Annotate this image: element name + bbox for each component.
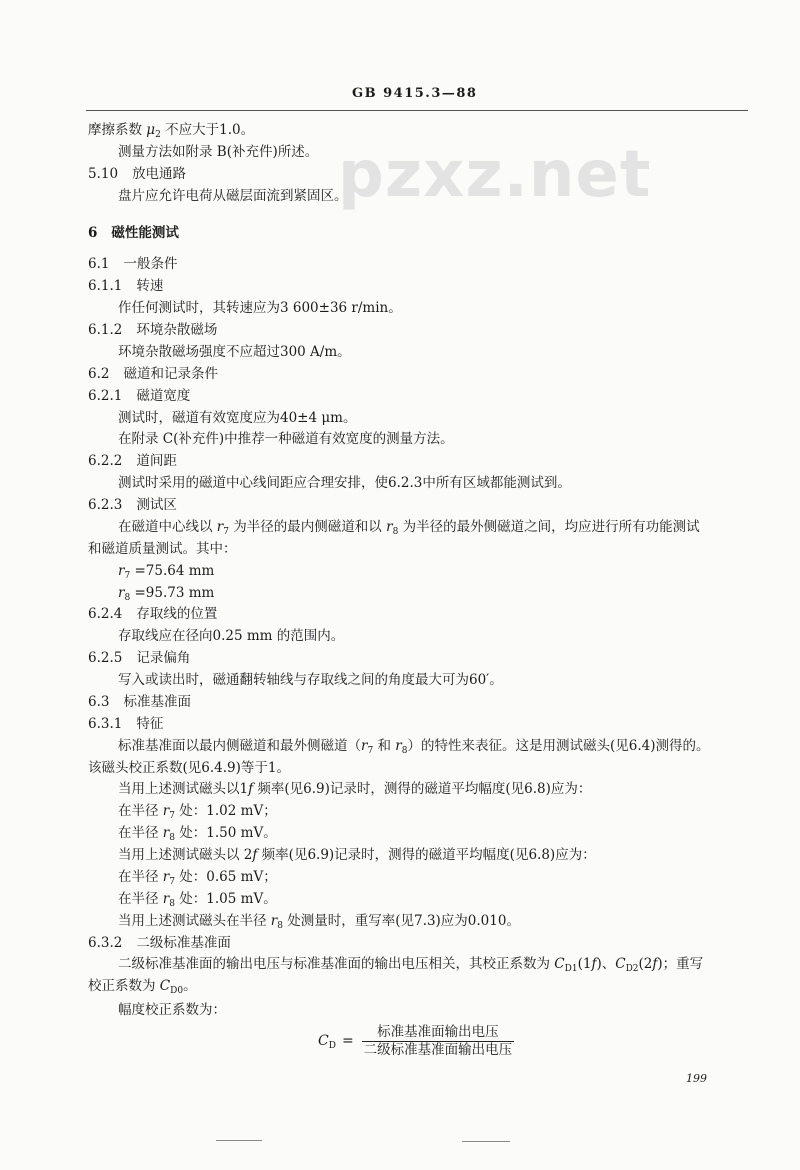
section-title: 测试区: [136, 497, 177, 513]
section-heading-6-3-2: [88, 933, 748, 955]
variable: r: [162, 890, 170, 907]
watermark: pzxz.net: [338, 138, 652, 212]
text-run: 频率(见6.9)记录时，测得的磁道平均幅度(见6.8)应为：: [257, 847, 596, 863]
body-line: 该磁头校正系数(见6.4.9)等于1。: [88, 759, 290, 776]
variable: r: [162, 803, 170, 820]
section-title: 磁道宽度: [136, 387, 191, 404]
text-run: 校正系数为: [88, 978, 160, 995]
subscript: D2: [625, 964, 639, 975]
body-line: 测量方法如附录 B(补充件)所述。: [118, 143, 319, 160]
body-line: [88, 867, 748, 889]
variable: C: [615, 956, 626, 973]
text-run: =75.64 mm: [130, 562, 215, 579]
text-run: 。: [183, 978, 197, 995]
variable: r: [386, 518, 393, 535]
section-title: 存取线的位置: [136, 606, 218, 623]
text-run: 处：0.65 mV；: [175, 868, 277, 885]
text-run: 频率(见6.9)记录时，测得的磁道平均幅度(见6.8)应为：: [253, 781, 592, 798]
subscript: 8: [124, 592, 131, 603]
section-number: 6.3.2: [88, 934, 123, 951]
body-line: 写入或读出时，磁通翻转轴线与存取线之间的角度最大可为60′。: [118, 672, 503, 688]
text-run: 当用上述测试磁头以 2: [118, 847, 253, 863]
variable: C: [554, 956, 565, 973]
section-number: 6.2.3: [88, 497, 123, 513]
text-run: )、: [596, 956, 616, 973]
section-title: 二级标准基准面: [136, 934, 231, 951]
variable: μ: [146, 122, 156, 138]
body-line: 作任何测试时，其转速应为3 600±36 r/min。: [118, 300, 402, 317]
section-number: 5.10: [88, 165, 119, 182]
subscript: 2: [155, 130, 161, 140]
amplitude-correction-formula: [318, 1022, 748, 1060]
variable: f: [248, 781, 254, 798]
section-heading-5-10: [88, 164, 748, 186]
text-run: 处：1.02 mV；: [175, 803, 277, 820]
scan-artifact: [216, 1140, 262, 1141]
body-line-friction: [88, 120, 748, 142]
text-run: 和: [373, 737, 396, 754]
body-line: 测试时，磁道有效宽度应为40±4 μm。: [118, 409, 357, 426]
text-run: 在半径: [118, 803, 163, 820]
section-title: 环境杂散磁场: [136, 322, 218, 338]
variable: r: [395, 737, 402, 754]
variable: f: [652, 956, 658, 973]
radius-r7-value: [88, 561, 748, 583]
text-run: =95.73 mm: [130, 584, 215, 601]
section-heading-6-1: [88, 254, 748, 276]
standard-code: GB 9415.3—88: [352, 86, 478, 101]
section-number: 6.2.4: [88, 606, 123, 623]
text-run: 为半径的最外侧磁道之间，均应进行所有功能测试: [398, 518, 700, 535]
section-heading-6-2-3: [88, 495, 748, 517]
section-title: 记录偏角: [136, 650, 191, 667]
text-run: 在半径: [118, 825, 163, 842]
text-run: (2: [638, 956, 653, 973]
section-title: 放电通路: [132, 165, 187, 182]
subscript: 8: [169, 898, 175, 909]
body-line: [88, 517, 748, 539]
section-number: 6: [88, 224, 98, 241]
text-run: 不应大于1.0。: [160, 122, 255, 138]
subscript: 7: [124, 570, 131, 581]
subscript: D1: [564, 964, 578, 975]
section-heading-6-2-4: [88, 604, 748, 626]
section-number: 6.1.2: [88, 322, 123, 338]
body-line: [88, 801, 748, 823]
subscript: 8: [169, 833, 175, 844]
body-line: [88, 779, 748, 801]
section-heading-6: [88, 223, 748, 245]
subscript: D: [328, 1041, 336, 1051]
variable: f: [591, 956, 597, 973]
subscript: 8: [277, 920, 283, 931]
text-run: 在半径: [118, 890, 163, 907]
section-heading-6-3: [88, 692, 748, 714]
section-title: 转速: [136, 278, 164, 295]
body-line: [88, 845, 748, 867]
section-title: 一般条件: [123, 256, 178, 273]
subscript: 8: [392, 526, 399, 537]
section-number: 6.2: [88, 365, 110, 382]
header-rule: [86, 110, 748, 111]
variable: C: [318, 1033, 329, 1049]
section-heading-6-1-2: [88, 320, 748, 342]
section-heading-6-2: [88, 364, 748, 386]
variable: C: [159, 978, 171, 995]
section-title: 标准基准面: [123, 693, 191, 710]
section-number: 6.2.5: [88, 650, 123, 667]
body-line: 在附录 C(补充件)中推荐一种磁道有效宽度的测量方法。: [118, 431, 454, 448]
section-title: 特征: [136, 715, 164, 732]
body-line: 环境杂散磁场强度不应超过300 A/m。: [118, 343, 351, 360]
variable: r: [162, 825, 170, 842]
text-run: (1: [577, 956, 592, 973]
variable: r: [162, 868, 170, 885]
section-title: 磁道和记录条件: [123, 365, 218, 382]
section-number: 6.3.1: [88, 715, 123, 732]
text-run: 为半径的最内侧磁道和以: [229, 518, 387, 535]
radius-r8-value: [88, 583, 748, 605]
fraction-numerator: 标准基准面输出电压: [377, 1024, 499, 1040]
subscript: 7: [223, 526, 229, 537]
body-line: 存取线应在径向0.25 mm 的范围内。: [118, 628, 345, 645]
text-run: 摩擦系数: [88, 122, 147, 138]
text-run: 处：1.05 mV。: [175, 890, 277, 907]
text-run: 在半径: [118, 868, 163, 885]
body-line: [88, 911, 748, 933]
scan-artifact: [462, 1141, 510, 1142]
text-run: 二级标准基准面的输出电压与标准基准面的输出电压相关，其校正系数为: [118, 956, 555, 973]
text-run: 当用上述测试磁头以1: [118, 781, 249, 798]
subscript: 7: [367, 745, 374, 756]
section-title: 道间距: [136, 453, 177, 470]
body-line: [88, 889, 748, 911]
body-line: 和磁道质量测试。其中：: [88, 540, 237, 557]
text-run: 处测量时，重写率(见7.3)应为0.010。: [283, 912, 520, 929]
text-run: 处：1.50 mV。: [175, 825, 277, 842]
body-line: [88, 736, 748, 758]
body-line: [88, 954, 748, 976]
section-number: 6.1.1: [88, 278, 123, 295]
section-heading-6-3-1: [88, 714, 748, 736]
text-run: 标准基准面以最内侧磁道和最外侧磁道（: [118, 737, 361, 754]
text-run: 当用上述测试磁头在半径: [118, 912, 271, 929]
section-heading-6-2-2: [88, 451, 748, 473]
fraction: [362, 1023, 515, 1059]
variable: r: [118, 584, 125, 601]
subscript: D0: [170, 986, 184, 997]
section-heading-6-1-1: [88, 276, 748, 298]
body-line: 盘片应允许电荷从磁层面流到紧固区。: [118, 187, 348, 204]
formula-lhs: [318, 1033, 336, 1049]
body-line: 测试时采用的磁道中心线间距应合理安排，使6.2.3中所有区域都能测试到。: [118, 475, 571, 492]
subscript: 7: [169, 811, 175, 822]
section-number: 6.2.2: [88, 453, 123, 470]
variable: r: [270, 912, 278, 929]
page-header: [352, 86, 477, 101]
section-heading-6-2-1: [88, 386, 748, 408]
variable: f: [252, 847, 258, 863]
section-number: 6.2.1: [88, 387, 123, 404]
text-run: )；重写: [657, 956, 704, 973]
page-body: [88, 120, 748, 1080]
section-title: 磁性能测试: [111, 224, 179, 241]
page-number: 199: [686, 1072, 707, 1085]
variable: r: [361, 737, 368, 754]
body-line: 幅度校正系数为：: [118, 1002, 226, 1019]
section-number: 6.3: [88, 693, 110, 710]
body-line: [88, 976, 748, 998]
subscript: 8: [401, 745, 408, 756]
variable: r: [118, 562, 125, 579]
section-heading-6-2-5: [88, 648, 748, 670]
equals-sign: =: [341, 1033, 354, 1049]
text-run: 在磁道中心线以: [118, 518, 217, 535]
fraction-denominator: 二级标准基准面输出电压: [363, 1042, 513, 1058]
variable: r: [216, 518, 224, 535]
subscript: 7: [169, 876, 175, 887]
section-number: 6.1: [88, 256, 110, 273]
text-run: ）的特性来表征。这是用测试磁头(见6.4)测得的。: [407, 737, 710, 754]
body-line: [88, 823, 748, 845]
